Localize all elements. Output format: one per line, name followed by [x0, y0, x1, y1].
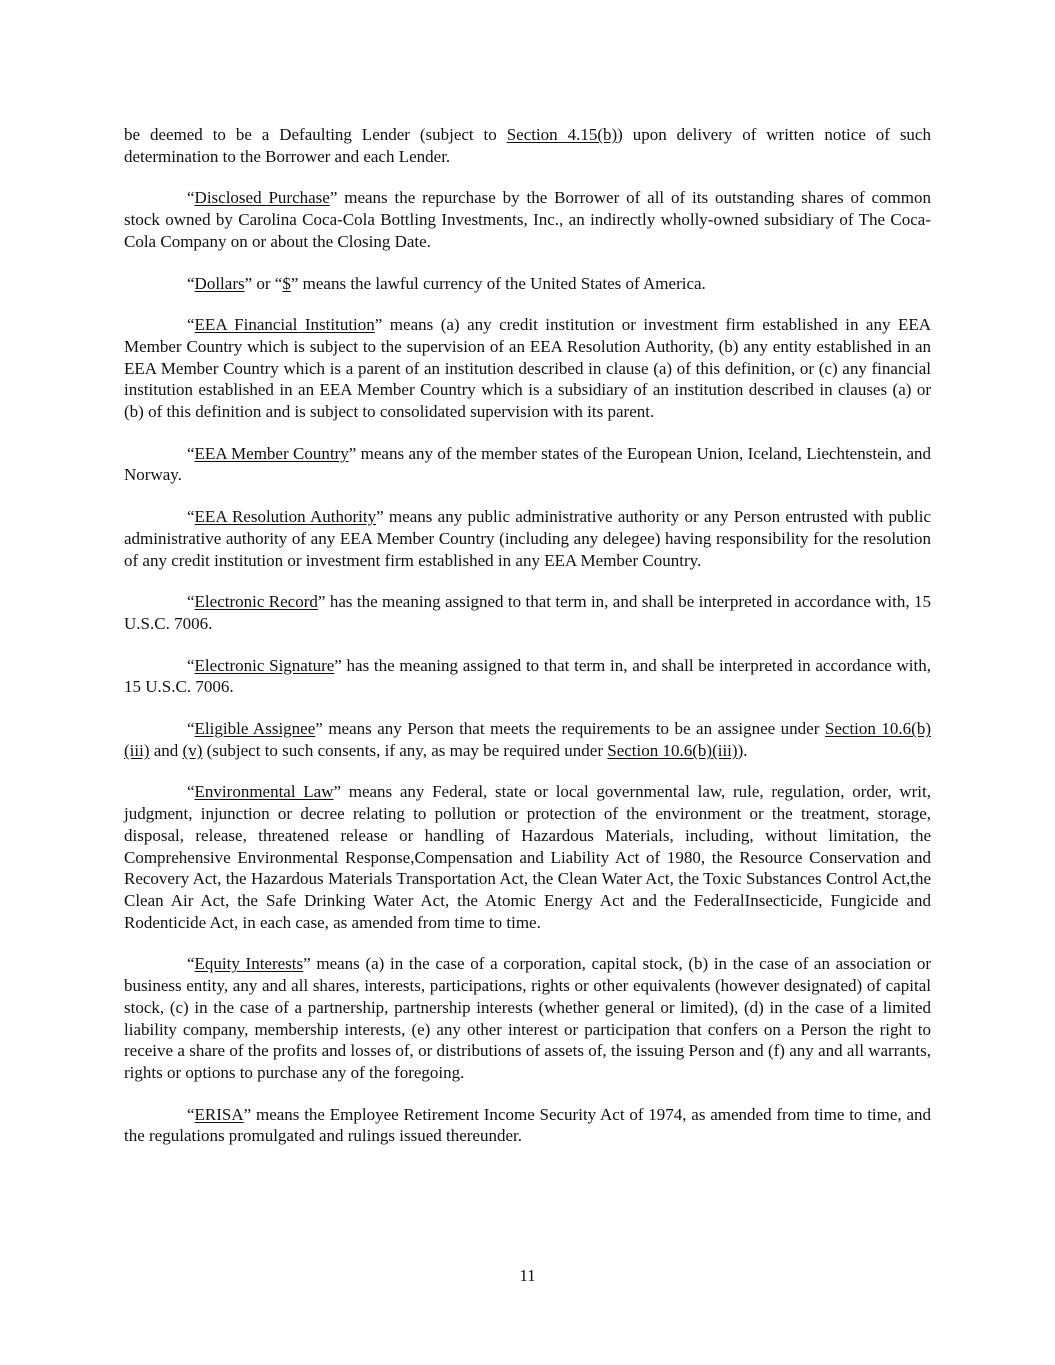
definition-paragraph	[124, 273, 931, 295]
definition-paragraph	[124, 591, 931, 634]
underlined-term: (v)	[182, 740, 203, 760]
paragraph-text: “	[187, 188, 195, 208]
paragraph-text: ” means the Employee Retirement Income Security Act of 1974, as amended from time to time, and the regulations promulgated and rulings issued thereunder.	[124, 1104, 931, 1146]
underlined-term: EEA Member Country	[194, 443, 349, 463]
paragraph-text: ” means any Federal, state or local governmental law, rule, regulation, order, writ, judgment, injunction or decree relating to pollution or protection of the environment or the treatment, storage, disposal, release, threatened release or handling of Hazardous Materials, including, without limitation, the Comprehensive Environmental Response,Compensation and Liability Act of 1980, the Resource Conservation and Recovery Act, the Hazardous Materials Transportation Act, the Clean Water Act, the Toxic Substances Control Act,the Clean Air Act, the Safe Drinking Water Act, the Atomic Energy Act and the FederalInsecticide, Fungicide and Rodenticide Act, in each case, as amended from time to time.	[124, 782, 931, 932]
underlined-term: Equity Interests	[194, 954, 304, 974]
definition-paragraph	[124, 314, 931, 423]
definition-paragraph	[124, 1104, 931, 1147]
underlined-term: $	[282, 273, 291, 293]
paragraph-text: ” means any of the member states of the European Union, Iceland, Liechtenstein, and Norway.	[124, 443, 932, 485]
paragraph-text: ” means the repurchase by the Borrower of all of its outstanding shares of common stock owned by Carolina Coca-Cola Bottling Investments, Inc., an indirectly wholly-owned subsidiary of The Coca-Cola Company on or about the Closing Date.	[124, 188, 931, 251]
underlined-term: Electronic Signature	[194, 655, 335, 675]
definition-paragraph	[124, 953, 931, 1083]
underlined-term: Section 10.6(b)(iii)	[607, 740, 738, 760]
underlined-term: Environmental Law	[194, 782, 334, 802]
underlined-term: ERISA	[194, 1104, 244, 1124]
paragraph-text: ” has the meaning assigned to that term in, and shall be interpreted in accordance with, 15 U.S.C. 7006.	[124, 655, 931, 697]
paragraph-text: “	[187, 443, 195, 463]
page-number: 11	[519, 1266, 536, 1285]
definition-paragraph	[124, 124, 931, 167]
paragraph-text: ” means any public administrative authority or any Person entrusted with public administrative authority of any EEA Member Country (including any delegee) having responsibility for the resolution of any credit institution or investment firm established in any EEA Member Country.	[124, 507, 931, 570]
paragraph-text: “	[187, 315, 195, 335]
paragraph-text: ” has the meaning assigned to that term in, and shall be interpreted in accordance with, 15 U.S.C. 7006.	[124, 592, 931, 633]
paragraph-text: “	[187, 954, 195, 974]
underlined-term: Section 4.15(b)	[506, 125, 618, 144]
paragraph-text: “	[187, 719, 195, 739]
paragraph-text: “	[187, 592, 195, 612]
underlined-term: EEA Resolution Authority	[194, 507, 377, 527]
definition-paragraph	[124, 781, 931, 933]
paragraph-text: ” means (a) any credit institution or investment firm established in any EEA Member Country which is subject to the supervision of an EEA Resolution Authority, (b) any entity established in an EEA Member Country which is a parent of an institution described in clause (a) of this definition, or (c) any financial institution established in an EEA Member Country which is a subsidiary of an institution described in clauses (a) or (b) of this definition and is subject to consolidated supervision with its parent.	[124, 315, 932, 422]
paragraph-text: “	[187, 507, 195, 527]
paragraph-text: ) upon delivery of written notice of such determination to the Borrower and each Lender.	[124, 125, 931, 166]
paragraph-text: “	[187, 655, 195, 675]
underlined-term: Eligible Assignee	[194, 719, 316, 739]
definition-paragraph	[124, 506, 931, 571]
document-body	[124, 124, 931, 1167]
paragraph-text: (subject to such consents, if any, as may be required under	[202, 740, 608, 760]
definition-paragraph	[124, 187, 931, 252]
paragraph-text: be deemed to be a Defaulting Lender (subject to	[124, 125, 507, 144]
paragraph-text: ” means any Person that meets the requirements to be an assignee under	[315, 719, 825, 739]
paragraph-text: “	[187, 273, 195, 293]
paragraph-text: ” means the lawful currency of the United States of America.	[290, 273, 706, 293]
paragraph-text: and	[149, 740, 183, 760]
paragraph-text: “	[187, 782, 195, 802]
definition-paragraph	[124, 443, 931, 486]
paragraph-text: “	[187, 1104, 195, 1124]
underlined-term: Electronic Record	[194, 592, 318, 612]
underlined-term: Section 10.6(b)(iii)	[124, 719, 931, 760]
underlined-term: Disclosed Purchase	[194, 188, 330, 208]
paragraph-text: ).	[737, 740, 748, 760]
definition-paragraph	[124, 655, 931, 698]
underlined-term: Dollars	[194, 273, 245, 293]
paragraph-text: ” or “	[244, 273, 283, 293]
paragraph-text: ” means (a) in the case of a corporation, capital stock, (b) in the case of an association or business entity, any and all shares, interests, participations, rights or other equivalents (however designated) of capital stock, (c) in the case of a partnership, partnership interests (whether general or limited), (d) in the case of a limited liability company, membership interests, (e) any other interest or participation that confers on a Person the right to receive a share of the profits and losses of, or distributions of assets of, the issuing Person and (f) any and all warrants, rights or options to purchase any of the foregoing.	[124, 954, 931, 1082]
definition-paragraph	[124, 718, 931, 761]
underlined-term: EEA Financial Institution	[194, 315, 375, 335]
